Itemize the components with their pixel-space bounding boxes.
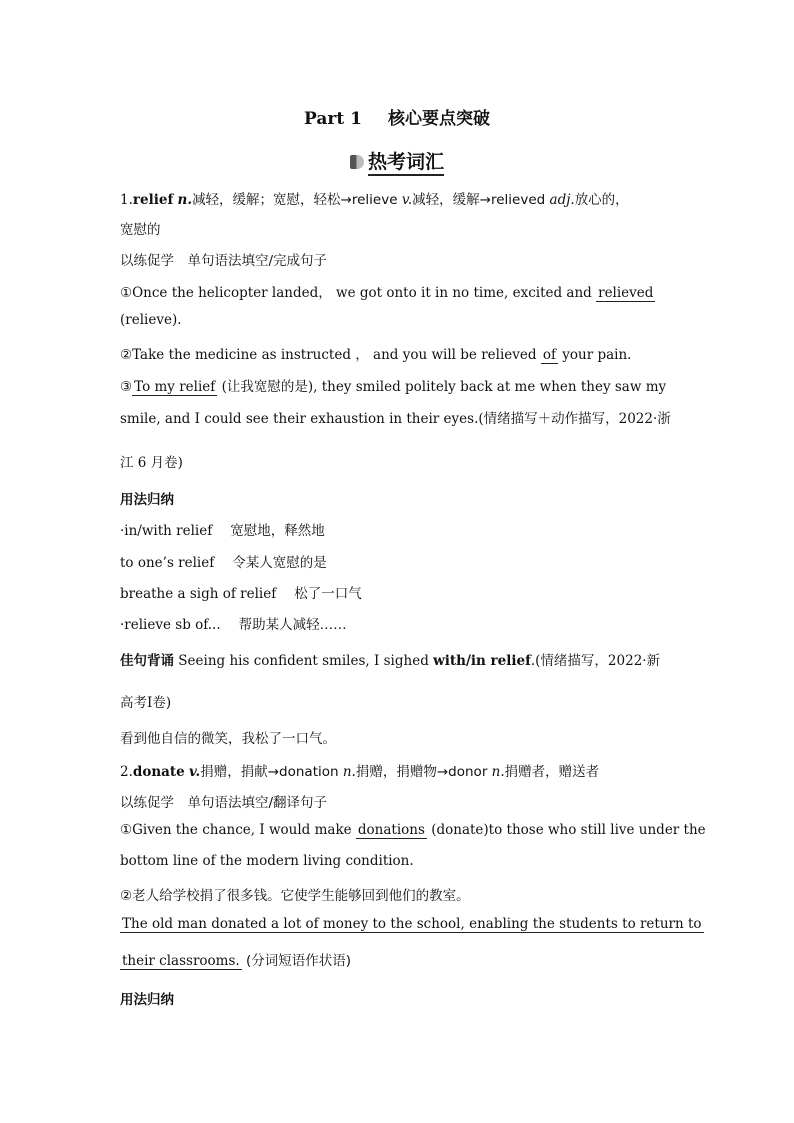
entry1-practice-heading: 以练促学 单句语法填空/完成句子 (120, 253, 328, 269)
answer-blank: donations (357, 822, 425, 838)
entry1-model-sentence-translation: 看到他自信的微笑，我松了一口气。 (120, 731, 336, 747)
part-heading: 核心要点突破 (387, 109, 490, 129)
page-title (0, 104, 794, 129)
section-marker-icon (350, 155, 364, 169)
entry1-model-sentence-source: 高考Ⅰ卷) (120, 695, 172, 711)
entry1-usage-heading: 用法归纳 (120, 492, 174, 508)
answer-blank: of (542, 347, 556, 363)
entry1-word: relief (132, 192, 174, 208)
entry1-exercise-1: ①Once the helicopter landed， we got onto it in no time, excited and relieved (120, 285, 654, 301)
entry1-exercise-3: ③ To my relief (让我宽慰的是), they smiled politely back at me when they saw my (120, 379, 667, 395)
answer-blank: To my relief (134, 379, 216, 395)
entry1-exercise-1-cont: (relieve). (120, 312, 182, 328)
entry1-exercise-3-cont: smile, and I could see their exhaustion in their eyes.(情绪描写＋动作描写，2022·浙 (120, 411, 671, 427)
section-label: 热考词汇 (368, 151, 444, 176)
usage-item: breathe a sigh of relief 松了一口气 (120, 586, 362, 602)
entry1-exercise-2: ②Take the medicine as instructed ， and you will be relieved of your pain. (120, 347, 632, 363)
usage-item: ·relieve sb of... 帮助某人减轻…… (120, 617, 347, 633)
entry2-usage-heading: 用法归纳 (120, 992, 174, 1008)
answer-blank: The old man donated a lot of money to the school, enabling the students to return to (122, 916, 702, 932)
answer-blank: their classrooms. (122, 953, 240, 969)
entry2-word: donate (132, 764, 185, 780)
entry1-header-cont: 宽慰的 (120, 222, 161, 238)
usage-item: to one’s relief 令某人宽慰的是 (120, 555, 327, 571)
usage-item: ·in/with relief 宽慰地，释然地 (120, 523, 325, 539)
entry2-exercise-2-answer-cont: their classrooms. (分词短语作状语) (122, 953, 352, 969)
entry2-header: 2.donate v.捐赠，捐献→donation n.捐赠，捐赠物→donor n.捐赠者，赠送者 (120, 764, 600, 780)
entry2-practice-heading: 以练促学 单句语法填空/翻译句子 (120, 795, 328, 811)
entry2-exercise-2-answer (120, 916, 702, 932)
answer-blank: relieved (598, 285, 654, 301)
entry2-exercise-1-cont: bottom line of the modern living condition. (120, 853, 414, 869)
entry1-header: 1.relief n.减轻，缓解；宽慰，轻松→relieve v.减轻，缓解→relieved adj.放心的， (120, 192, 629, 208)
entry2-exercise-1: ①Given the chance, I would make donations (donate)to those who still live under the (120, 822, 706, 838)
section-heading (0, 147, 794, 174)
entry1-exercise-3-source: 江 6 月卷) (120, 455, 183, 471)
part-label: Part 1 (304, 109, 362, 129)
entry2-exercise-2: ②老人给学校捐了很多钱。它使学生能够回到他们的教室。 (120, 888, 470, 904)
entry1-model-sentence: 佳句背诵 Seeing his confident smiles, I sighed with/in relief.(情绪描写，2022·新 (120, 653, 661, 669)
